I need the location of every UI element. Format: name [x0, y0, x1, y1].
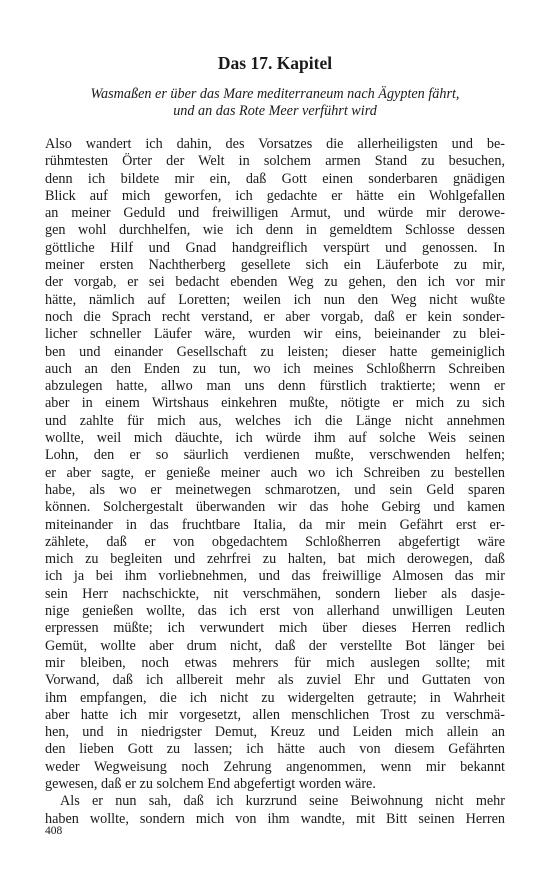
text-line: denn ich bildete mir ein, daß Gott einen sonderbaren gnädigen	[45, 170, 505, 187]
text-line: Also wandert ich dahin, des Vorsatzes die allerheiligsten und be-	[45, 136, 505, 152]
text-line: gen wohl durchhelfen, wie ich denn in gemeldtem Schlosse dessen	[45, 222, 505, 239]
text-line: ich ja bei ihm vorliebnehmen, und das freiwillige Almosen das mir	[45, 568, 505, 585]
text-line: Vorwand, daß ich allbereit mehr als zuviel Ehr und Guttaten von	[45, 672, 505, 689]
text-line: aber hatte ich mir vorgesetzt, allen menschlichen Trost zu verschmä-	[45, 706, 505, 723]
text-line: Gemüt, wollte aber drum nicht, daß der verstellte Bot länger bei	[45, 637, 505, 654]
text-line: nige genießen wollte, das ich erst von allerhand unwilligen Leuten	[45, 603, 505, 620]
text-line: weder Wegweisung noch Zehrung angenommen, wenn mir bekannt	[45, 758, 505, 775]
text-line: miteinander in das fruchtbare Italia, da mir mein Gefährt erst er-	[45, 516, 505, 533]
page-number: 408	[45, 825, 63, 837]
text-line: und zahlte für mich aus, welches ich die Länge nicht annehmen	[45, 412, 505, 429]
text-line: haben wollte, sondern mich von ihm wandte, mit Bitt seinen Herren	[45, 810, 505, 827]
text-line: aber in einem Wirtshaus einkehren mußte, nötigte er mich zu sich	[45, 395, 505, 412]
text-line: erpressen müßte; ich verwundert mich über dieses Herren redlich	[45, 620, 505, 637]
text-line: an meiner Geduld und freiwilligen Armut, und würde mir derowe-	[45, 205, 505, 222]
text-line: ben und einander Gesellschaft zu leisten; dieser hatte gemeiniglich	[45, 343, 505, 360]
text-line: der vorgab, er sei bedacht ebenden Weg zu gehen, den ich vor mir	[45, 274, 505, 291]
text-line: göttliche Hilf und Gnad handgreiflich verspürt und genossen. In	[45, 239, 505, 256]
text-line: können. Solchergestalt überwanden wir das hohe Gebirg und kamen	[45, 499, 505, 516]
text-line: abzulegen hatte, allwo man uns denn fürstlich traktierte; wenn er	[45, 378, 505, 395]
chapter-subtitle-line-1: Wasmaßen er über das Mare mediterraneum nach Ägypten fährt,	[90, 86, 460, 102]
text-line: licher schneller Läufer wäre, wurden wir eins, beieinander zu blei-	[45, 326, 505, 343]
text-line-paragraph-start: Als er nun sah, daß ich kurzrund seine Beiwohnung nicht mehr	[60, 793, 505, 810]
text-line: Lohn, den er so säurlich verdienen mußte, verschwenden helfen;	[45, 447, 505, 464]
text-line: hätte, nämlich auf Loretten; weilen ich nun den Weg nicht wußte	[45, 291, 505, 308]
text-line: Blick auf mich geworfen, ich gedachte er hätte ein Wohlgefallen	[45, 187, 505, 204]
text-line: wollte, weil mich däuchte, ich würde ihm auf solche Weis seinen	[45, 430, 505, 447]
body-text	[45, 136, 505, 828]
text-line: zählete, daß er von obgedachtem Schloßherren abgefertigt wäre	[45, 533, 505, 550]
text-line: habe, als wo er meinetwegen schmarotzen, und sein Geld sparen	[45, 481, 505, 498]
text-line: meiner ersten Nachtherberg gesellete sich ein Läuferbote zu mir,	[45, 257, 505, 274]
chapter-title: Das 17. Kapitel	[217, 53, 333, 73]
text-line: mich zu begleiten und zehrfrei zu halten, bat mich derowegen, daß	[45, 551, 505, 568]
text-line: ihm empfangen, die ich nicht zu widergelten getraute; in Wahrheit	[45, 689, 505, 706]
text-line: mir bleiben, noch etwas mehrers für mich auslegen sollte; mit	[45, 654, 505, 671]
text-line: den lieben Gott zu lassen; ich hätte auch von diesem Gefährten	[45, 741, 505, 758]
text-line: hen, und in niedrigster Demut, Kreuz und Leiden mich allein an	[45, 724, 505, 741]
chapter-subtitle-line-2: und an das Rote Meer verführt wird	[173, 103, 377, 119]
text-line: noch die Sprach recht verstand, er aber vorgab, daß er kein sonder-	[45, 308, 505, 325]
text-line: rühmtesten Örter der Welt in solchem armen Stand zu besuchen,	[45, 153, 505, 170]
text-line: auch an den Enden zu tun, wo ich meines Schloßherrn Schreiben	[45, 360, 505, 377]
text-line: er aber sagte, er genieße meiner auch wo ich Schreiben zu bestellen	[45, 464, 505, 481]
text-line: sein Herr nachschickte, nit verschmähen, sondern lieber als dasje-	[45, 585, 505, 602]
text-line-paragraph-end: gewesen, daß er zu solchem End abgefertigt worden wäre.	[45, 775, 376, 792]
